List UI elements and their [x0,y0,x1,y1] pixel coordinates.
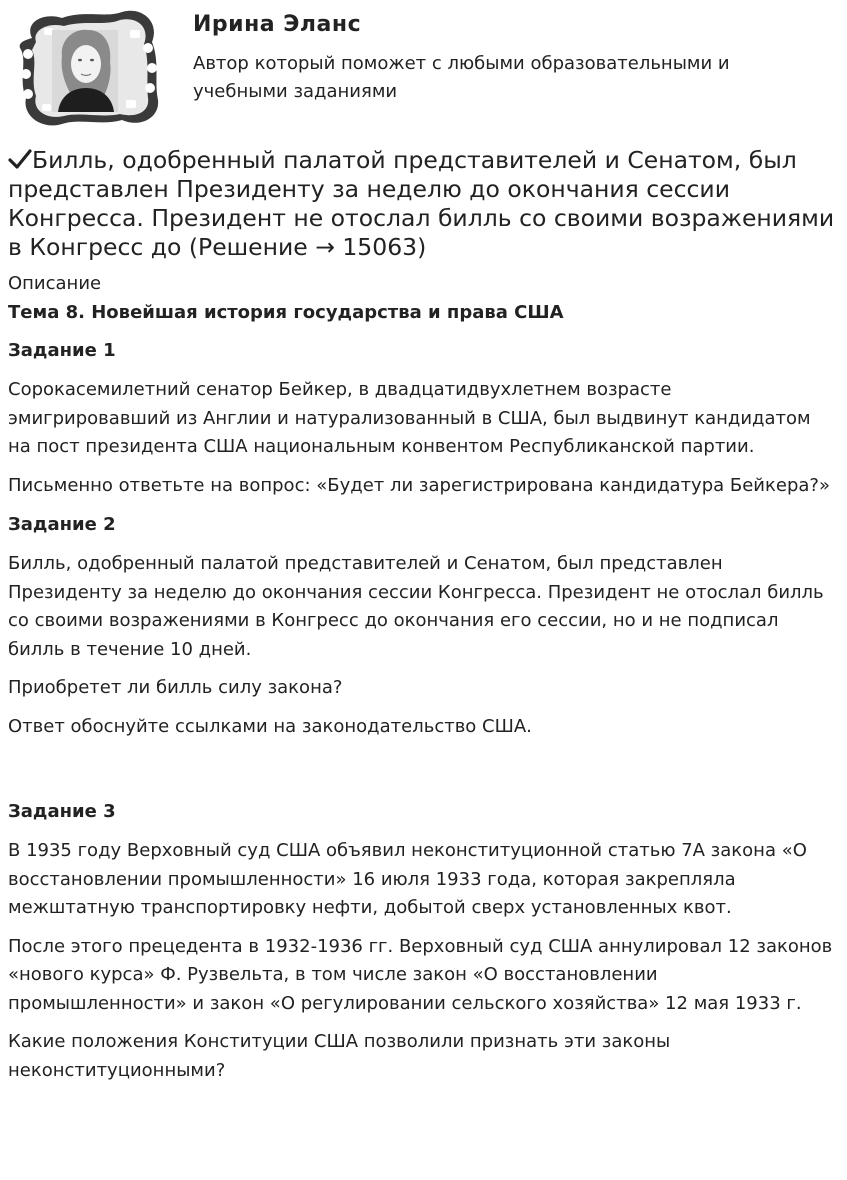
task-heading: Задание 3 [8,801,116,822]
task-paragraph: Сорокасемилетний сенатор Бейкер, в двадцатидвухлетнем возрасте эмигрировавший из Англии и натурализованный в США, был выдвинут кандидатом на пост президента США национальным конвентом Республиканской партии. [8,379,811,457]
task-heading: Задание 1 [8,340,116,361]
author-avatar [14,8,160,126]
task-paragraph: После этого прецедента в 1932-1936 гг. Верховный суд США аннулировал 12 законов «нового курса» Ф. Рузвельта, в том числе закон «О восстановлении промышленности» и закон «О регулировании сельского хозяйства» 12 мая 1933 г. [8,935,833,1014]
task-heading: Задание 2 [8,514,116,535]
task-paragraph: Ответ обоснуйте ссылками на законодательство США. [8,715,532,737]
author-card [8,0,839,130]
page-title-text: Билль, одобренный палатой представителей и Сенатом, был представлен Президенту за неделю до окончания сессии Конгресса. Президент не отослал билль со своими возражениями в Конгресс до (Решение → 15063) [8,146,835,261]
check-mark-icon [8,148,32,170]
task-2 [8,512,839,741]
task-paragraph: Приобретет ли билль силу закона? [8,677,343,698]
description-label: Описание [8,273,102,294]
spacer [8,751,839,787]
page-title [8,146,839,262]
task-3 [8,799,839,1085]
task-paragraph: Письменно ответьте на вопрос: «Будет ли зарегистрирована кандидатура Бейкера?» [8,474,830,496]
author-name[interactable]: Ирина Эланс [193,12,362,37]
task-paragraph: Билль, одобренный палатой представителей и Сенатом, был представлен Президенту за неделю до окончания сессии Конгресса. Президент не отослал билль со своими возражениями в Конгресс до окончания его сессии, но и не подписал билль в течение 10 дней. [8,553,824,660]
topic-heading: Тема 8. Новейшая история государства и права США [8,302,564,323]
author-description: Автор который поможет с любыми образовательными и учебными заданиями [193,53,730,102]
task-paragraph: В 1935 году Верховный суд США объявил неконституционной статью 7А закона «О восстановлении промышленности» 16 июля 1933 года, которая закрепляла межштатную транспортировку нефти, добытой сверх установленных квот. [8,840,807,918]
task-paragraph: Какие положения Конституции США позволили признать эти законы неконституционными? [8,1031,671,1081]
task-1 [8,338,839,500]
